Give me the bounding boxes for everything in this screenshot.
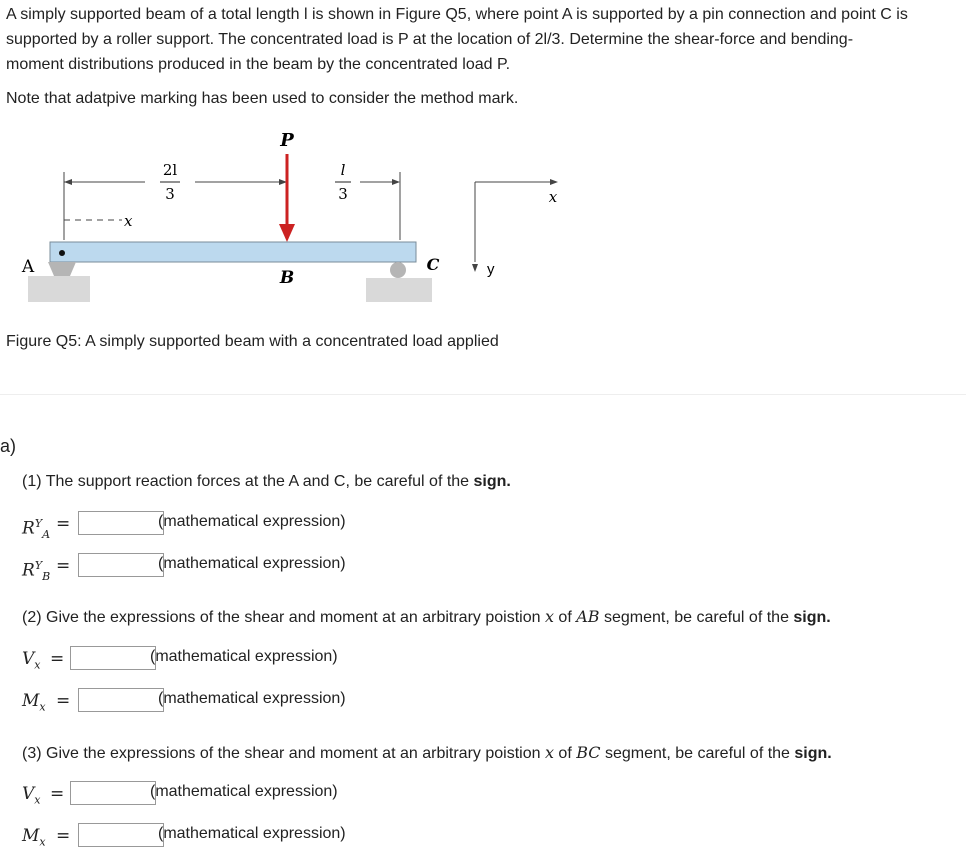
segment-bc: BC: [576, 743, 601, 762]
answer-input-vx-ab[interactable]: [70, 646, 156, 670]
axis-label-y: y: [487, 261, 495, 278]
ground-c: [366, 278, 432, 302]
segment-ab: AB: [576, 607, 600, 626]
equals-sign: =: [50, 784, 65, 804]
dimension-arrow-left: [64, 179, 72, 185]
equals-sign: =: [56, 691, 71, 711]
question-3-emphasis: sign.: [794, 745, 832, 762]
hint-mathematical-expression: (mathematical expression): [158, 690, 346, 707]
axis-label-x: x: [548, 188, 558, 206]
marking-note: Note that adatpive marking has been used to consider the method mark.: [6, 90, 519, 107]
answer-input-vx-bc[interactable]: [70, 781, 156, 805]
equals-sign: =: [56, 556, 71, 576]
ground-a: [28, 276, 90, 302]
var-m-x: $M_x$: [22, 826, 46, 849]
hint-mathematical-expression: (mathematical expression): [158, 825, 346, 842]
x-axis-arrow: [550, 179, 558, 185]
support-label-c: C: [426, 255, 440, 274]
hint-mathematical-expression: (mathematical expression): [158, 513, 346, 530]
equals-sign: =: [56, 826, 71, 846]
dimension-arrow-right: [392, 179, 400, 185]
hint-mathematical-expression: (mathematical expression): [150, 783, 338, 800]
load-label-p: P: [280, 130, 294, 151]
problem-line-2: supported by a roller support. The concentrated load is P at the location of 2l/3. Determine the shear-force and bending-: [6, 31, 854, 48]
var-r-a: $R^Y_A$: [22, 517, 51, 542]
fraction-l-numerator: l: [340, 161, 346, 179]
y-axis-arrow: [472, 264, 478, 272]
x-dimension-label: x: [124, 212, 133, 230]
question-3-text: (3) Give the expressions of the shear and moment at an arbitrary poistion x of BC segment, be careful of the sign.: [22, 743, 832, 762]
answer-input-mx-ab[interactable]: [78, 688, 164, 712]
beam-dot-a: [59, 250, 65, 256]
answer-input-mx-bc[interactable]: [78, 823, 164, 847]
pin-support-a: [48, 262, 76, 276]
hint-mathematical-expression: (mathematical expression): [150, 648, 338, 665]
problem-line-3: moment distributions produced in the beam by the concentrated load P.: [6, 56, 511, 73]
answer-input-rb[interactable]: [78, 553, 164, 577]
figure-caption: Figure Q5: A simply supported beam with a concentrated load applied: [6, 333, 499, 350]
fraction-2l-numerator: 2l: [162, 161, 178, 179]
var-v-x: $V_x$: [22, 649, 41, 672]
var-m-x: $M_x$: [22, 691, 46, 714]
problem-line-1: A simply supported beam of a total length l is shown in Figure Q5, where point A is supported by a pin connection and point C is: [6, 6, 908, 23]
answer-input-ra[interactable]: [78, 511, 164, 535]
fraction-l-denominator: 3: [338, 185, 348, 203]
question-2-emphasis: sign.: [793, 609, 831, 626]
point-label-b: B: [279, 268, 295, 288]
position-variable: x: [544, 743, 554, 762]
var-r-b: $R^Y_B$: [22, 559, 51, 584]
question-1-body: (1) The support reaction forces at the A and C, be careful of the: [22, 473, 474, 490]
question-2-text: (2) Give the expressions of the shear and moment at an arbitrary poistion x of AB segment, be careful of the sign.: [22, 607, 831, 626]
position-variable: x: [544, 607, 554, 626]
fraction-2l-denominator: 3: [165, 185, 175, 203]
support-label-a: A: [21, 257, 35, 277]
load-arrow-head: [279, 224, 295, 242]
question-1-emphasis: sign.: [473, 473, 511, 490]
hint-mathematical-expression: (mathematical expression): [158, 555, 346, 572]
divider: [0, 394, 966, 395]
roller-support-c: [390, 262, 406, 278]
question-1-text: [22, 473, 511, 491]
equals-sign: =: [56, 514, 71, 534]
part-label: a): [0, 436, 17, 456]
problem-statement: [6, 2, 956, 77]
equals-sign: =: [50, 649, 65, 669]
beam-figure: [0, 122, 620, 322]
beam: [50, 242, 416, 262]
var-v-x: $V_x$: [22, 784, 41, 807]
